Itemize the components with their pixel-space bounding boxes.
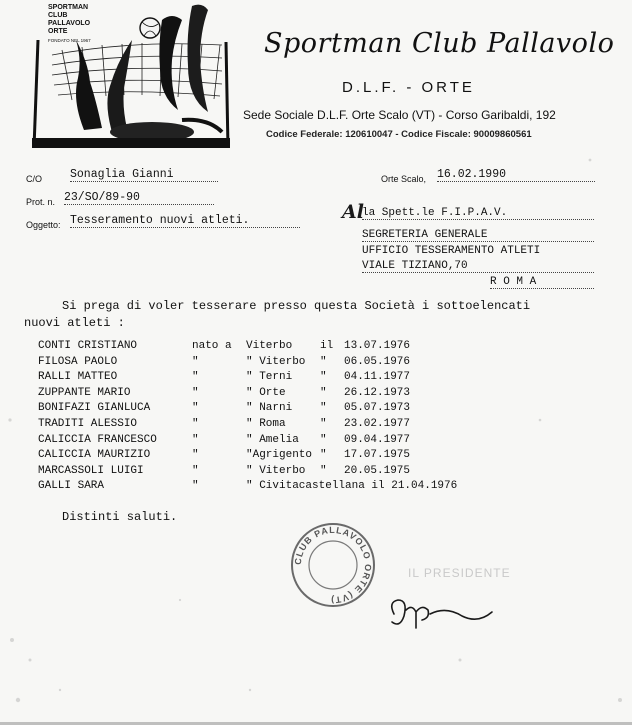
athlete-born-at: " [192, 386, 199, 399]
athlete-birthplace: " Narni [246, 402, 293, 415]
athlete-name: TRADITI ALESSIO [38, 418, 138, 430]
club-name-title: Sportman Club Pallavolo [264, 28, 615, 59]
athlete-born-at: " [192, 433, 199, 446]
logo-founded: FONDATO NEL 1967 [48, 38, 91, 43]
athlete-name: ZUPPANTE MARIO [38, 386, 131, 399]
athlete-birthplace: "Agrigento [246, 449, 313, 462]
athlete-born-on: " [320, 433, 327, 446]
athlete-born-at: " [192, 464, 199, 477]
athlete-birthplace: " Viterbo [246, 355, 306, 368]
recipient-line: SEGRETERIA GENERALE [362, 229, 594, 242]
club-codes: Codice Federale: 120610047 - Codice Fiscale: 90009860561 [266, 129, 532, 140]
logo-line: ORTE [48, 28, 68, 35]
athlete-name: CALICCIA MAURIZIO [38, 449, 151, 462]
athlete-name: FILOSA PAOLO [38, 355, 118, 368]
subject-value: Tesseramento nuovi atleti. [70, 214, 300, 228]
athlete-born-at: " [192, 480, 199, 493]
athlete-birthplace: " Orte [246, 386, 286, 399]
athlete-birthplace: " Terni [246, 371, 293, 384]
recipient-line: la Spett.le F.I.P.A.V. [362, 207, 594, 220]
president-label: IL PRESIDENTE [408, 566, 511, 580]
protocol-number: 23/SO/89-90 [64, 191, 214, 205]
athlete-name: BONIFAZI GIANLUCA [38, 402, 151, 415]
co-label: C/O [26, 174, 43, 184]
body-line: nuovi atleti : [24, 316, 125, 330]
subject-label: Oggetto: [26, 220, 61, 230]
athlete-born-on: " [320, 402, 327, 415]
athlete-birthplace: " Viterbo [246, 464, 306, 477]
athlete-name: GALLI SARA [38, 480, 105, 493]
athlete-born-at: " [192, 371, 199, 384]
logo-line: PALLAVOLO [48, 20, 91, 27]
athlete-birthdate: 17.07.1975 [344, 449, 411, 462]
athlete-born-on: " [320, 371, 327, 384]
logo-line: SPORTMAN [48, 4, 89, 11]
athlete-birthplace: Viterbo [246, 340, 293, 352]
athlete-born-on: " [320, 355, 327, 368]
athlete-birthplace: " Amelia [246, 433, 299, 446]
recipient-line: UFFICIO TESSERAMENTO ATLETI [362, 245, 541, 257]
logo-line: CLUB [48, 12, 68, 19]
athlete-birthdate: 05.07.1973 [344, 402, 411, 415]
athlete-born-on: il [320, 340, 334, 352]
athlete-birthdate: 26.12.1973 [344, 386, 411, 399]
club-address: Sede Sociale D.L.F. Orte Scalo (VT) - Corso Garibaldi, 192 [243, 108, 556, 122]
athlete-birthdate: 06.05.1976 [344, 355, 411, 368]
co-value: Sonaglia Gianni [70, 168, 218, 182]
athlete-born-on: " [320, 418, 327, 430]
body-line: Si prega di voler tesserare presso questa Società i sottoelencati [62, 299, 531, 313]
recipient-line: VIALE TIZIANO,70 [362, 260, 594, 273]
closing-greeting: Distinti saluti. [62, 510, 178, 524]
athlete-name: CALICCIA FRANCESCO [38, 433, 157, 446]
athlete-birthdate: 23.02.1977 [344, 418, 411, 430]
athlete-born-at: nato a [192, 340, 232, 352]
athlete-born-on: " [320, 464, 327, 477]
athlete-born-on: " [320, 449, 327, 462]
place-label: Orte Scalo, [381, 174, 427, 184]
athlete-born-at: " [192, 355, 199, 368]
athlete-born-at: " [192, 402, 199, 415]
athlete-born-at: " [192, 449, 199, 462]
protocol-label: Prot. n. [26, 197, 56, 207]
athlete-birthdate: 09.04.1977 [344, 433, 411, 446]
letter-date: 16.02.1990 [437, 168, 595, 182]
athlete-name: CONTI CRISTIANO [38, 340, 138, 352]
athlete-born-on: " [320, 386, 327, 399]
athlete-birthdate: 13.07.1976 [344, 340, 411, 352]
athlete-name: RALLI MATTEO [38, 371, 118, 384]
athlete-name: MARCASSOLI LUIGI [38, 464, 144, 477]
athlete-birthplace: " Civitacastellana il 21.04.1976 [246, 480, 458, 493]
recipient-city: R O M A [490, 276, 594, 289]
athlete-born-at: " [192, 418, 199, 430]
branch-name: D.L.F. - ORTE [342, 79, 475, 96]
athlete-birthplace: " Roma [246, 418, 286, 430]
athlete-birthdate: 04.11.1977 [344, 371, 411, 384]
athlete-birthdate: 20.05.1975 [344, 464, 411, 477]
recipient-al: Al [342, 201, 364, 223]
stamp-text: CLUB PALLAVOLO ORTE (VT) [292, 524, 374, 606]
